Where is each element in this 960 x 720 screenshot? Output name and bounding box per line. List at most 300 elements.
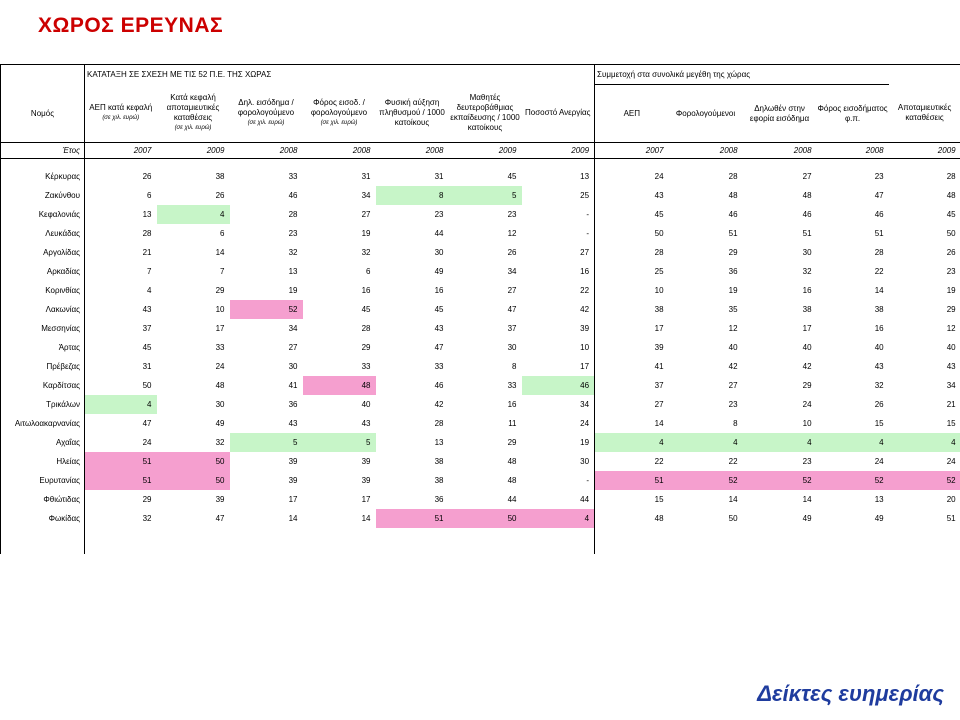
value-cell: 17	[580, 362, 590, 371]
value-cell: 6	[366, 267, 371, 276]
value-cell: 14	[215, 248, 225, 257]
table-row	[1, 262, 960, 281]
value-cell: 4	[669, 433, 743, 452]
value-cell: 31	[434, 172, 444, 181]
table-row	[1, 300, 960, 319]
value-cell: 32	[288, 248, 298, 257]
value-cell: 24	[595, 167, 669, 186]
welfare-indicators-table	[0, 64, 960, 554]
value-cell: 4	[522, 509, 595, 528]
value-cell: 48	[946, 191, 956, 200]
value-cell: 16	[434, 286, 444, 295]
value-cell: 51	[376, 509, 449, 528]
value-cell: 17	[802, 324, 812, 333]
value-cell: 4	[817, 433, 889, 452]
value-cell: 40	[728, 343, 738, 352]
column-header	[376, 85, 449, 143]
value-cell: 50	[946, 229, 956, 238]
prefecture-name: Μεσσηνίας	[1, 319, 85, 338]
year-cell: 2008	[303, 143, 376, 159]
value-cell: 5	[449, 186, 522, 205]
value-cell: 15	[595, 490, 669, 509]
value-cell: 23	[874, 172, 884, 181]
value-cell: 19	[288, 286, 298, 295]
value-cell: 34	[507, 267, 517, 276]
value-cell: 37	[595, 376, 669, 395]
value-cell: 19	[580, 438, 590, 447]
value-cell: 51	[85, 452, 157, 471]
prefecture-name: Φωκίδας	[1, 509, 85, 528]
table-row	[1, 490, 960, 509]
value-cell: 14	[802, 495, 812, 504]
value-cell: 25	[580, 191, 590, 200]
value-cell: 13	[288, 267, 298, 276]
value-cell: 13	[580, 172, 590, 181]
value-cell: 45	[595, 205, 669, 224]
value-cell: 5	[230, 433, 303, 452]
table-row	[1, 433, 960, 452]
value-cell: 47	[507, 305, 517, 314]
value-cell: 28	[142, 229, 152, 238]
prefecture-name: Λακωνίας	[1, 300, 85, 319]
year-cell: 2008	[230, 143, 303, 159]
value-cell: 12	[507, 229, 517, 238]
year-cell: 2007	[595, 143, 669, 159]
value-cell: 19	[728, 286, 738, 295]
column-header-unit: (σε χιλ. ευρώ)	[174, 125, 212, 132]
value-cell: 24	[580, 419, 590, 428]
value-cell: 24	[215, 362, 225, 371]
table-row	[1, 281, 960, 300]
column-header-label: Φόρος εισοδ. / φορολογούμενο	[310, 98, 368, 118]
footer-title: Δείκτες ευημερίας	[757, 681, 944, 706]
value-cell: 41	[595, 357, 669, 376]
value-cell: 49	[802, 514, 812, 523]
value-cell: 42	[728, 362, 738, 371]
value-cell: 29	[142, 495, 152, 504]
value-cell: 51	[946, 514, 956, 523]
value-cell: 4	[889, 433, 960, 452]
value-cell: 10	[580, 343, 590, 352]
table-row	[1, 186, 960, 205]
value-cell: 29	[507, 438, 517, 447]
value-cell: 39	[288, 457, 298, 466]
column-header-label: ΑΕΠ	[623, 108, 641, 118]
column-header-label: ΑΕΠ κατά κεφαλή	[89, 103, 153, 113]
value-cell: 40	[361, 400, 371, 409]
value-cell: 44	[434, 229, 444, 238]
gap-row	[1, 159, 960, 168]
value-cell: 8	[733, 419, 738, 428]
year-label: Έτος	[1, 143, 85, 159]
prefecture-name: Κεφαλονιάς	[1, 205, 85, 224]
value-cell: 48	[215, 381, 225, 390]
value-cell: 16	[507, 400, 517, 409]
value-cell: 46	[874, 210, 884, 219]
value-cell: 34	[361, 191, 371, 200]
prefecture-name: Κορινθίας	[1, 281, 85, 300]
value-cell: 43	[288, 419, 298, 428]
value-cell: 46	[288, 191, 298, 200]
value-cell: 45	[946, 210, 956, 219]
year-cell: 2009	[157, 143, 230, 159]
value-cell: 27	[580, 248, 590, 257]
value-cell: 23	[507, 210, 517, 219]
value-cell: 28	[946, 172, 956, 181]
value-cell: 34	[580, 400, 590, 409]
table-row	[1, 414, 960, 433]
value-cell: 39	[580, 324, 590, 333]
value-cell: 46	[434, 381, 444, 390]
prefecture-name: Αργολίδας	[1, 243, 85, 262]
column-header-label: Κατά κεφαλή αποταμιευτικές καταθέσεις	[166, 93, 220, 123]
value-cell: 36	[288, 400, 298, 409]
value-cell: 22	[580, 286, 590, 295]
column-header	[669, 85, 743, 143]
value-cell: 4	[157, 205, 230, 224]
column-header	[157, 85, 230, 143]
value-cell: 42	[802, 362, 812, 371]
value-cell: 12	[946, 324, 956, 333]
value-cell: 11	[508, 419, 517, 428]
value-cell: 32	[142, 514, 152, 523]
value-cell: 14	[361, 514, 371, 523]
column-header	[303, 85, 376, 143]
value-cell: -	[586, 229, 590, 238]
value-cell: 39	[215, 495, 225, 504]
value-cell: 50	[157, 452, 230, 471]
group-header-row	[1, 65, 960, 85]
value-cell: 48	[507, 476, 517, 485]
value-cell: 38	[215, 172, 225, 181]
value-cell: 39	[595, 338, 669, 357]
value-cell: 40	[874, 343, 884, 352]
value-cell: 27	[802, 172, 812, 181]
value-cell: 26	[142, 172, 152, 181]
value-cell: 23	[728, 400, 738, 409]
year-cell: 2009	[889, 143, 960, 159]
value-cell: 43	[946, 362, 956, 371]
column-header	[230, 85, 303, 143]
value-cell: 49	[215, 419, 225, 428]
value-cell: 14	[288, 514, 298, 523]
value-cell: 7	[147, 267, 152, 276]
column-header-unit: (σε χιλ. ευρώ)	[102, 115, 140, 122]
year-cell: 2009	[449, 143, 522, 159]
value-cell: 17	[215, 324, 225, 333]
value-cell: 32	[361, 248, 371, 257]
prefecture-name: Αχαΐας	[1, 433, 85, 452]
value-cell: 38	[434, 457, 444, 466]
value-cell: 52	[817, 471, 889, 490]
value-cell: 42	[434, 400, 444, 409]
table-row	[1, 509, 960, 528]
value-cell: 23	[946, 267, 956, 276]
value-cell: 43	[874, 362, 884, 371]
value-cell: 24	[946, 457, 956, 466]
value-cell: 42	[580, 305, 590, 314]
value-cell: 25	[595, 262, 669, 281]
value-cell: 29	[215, 286, 225, 295]
column-header-row	[1, 85, 960, 143]
value-cell: 19	[361, 229, 371, 238]
value-cell: 8	[376, 186, 449, 205]
value-cell: 33	[507, 381, 517, 390]
value-cell: 47	[874, 191, 884, 200]
value-cell: 31	[361, 172, 371, 181]
value-cell: 14	[728, 495, 738, 504]
value-cell: 52	[743, 471, 817, 490]
value-cell: 45	[434, 305, 444, 314]
value-cell: 26	[946, 248, 956, 257]
value-cell: 16	[580, 267, 590, 276]
year-cell: 2008	[669, 143, 743, 159]
value-cell: 14	[874, 286, 884, 295]
value-cell: 38	[802, 305, 812, 314]
value-cell: 41	[288, 381, 298, 390]
table-row	[1, 224, 960, 243]
value-cell: 50	[449, 509, 522, 528]
value-cell: 7	[220, 267, 225, 276]
value-cell: 22	[728, 457, 738, 466]
column-header-label: Φυσική αύξηση πληθυσμού / 1000 κατοίκους	[379, 98, 445, 128]
value-cell: 52	[669, 471, 743, 490]
value-cell: 45	[507, 172, 517, 181]
value-cell: 12	[728, 324, 738, 333]
value-cell: 27	[507, 286, 517, 295]
column-header	[743, 85, 817, 143]
value-cell: 29	[802, 381, 812, 390]
year-row	[1, 143, 960, 159]
value-cell: 6	[147, 191, 152, 200]
year-cell: 2008	[376, 143, 449, 159]
value-cell: 21	[946, 400, 956, 409]
year-cell: 2008	[817, 143, 889, 159]
value-cell: 10	[802, 419, 812, 428]
prefecture-name: Αρκαδίας	[1, 262, 85, 281]
value-cell: 26	[215, 191, 225, 200]
value-cell: 36	[434, 495, 444, 504]
value-cell: 51	[802, 229, 812, 238]
value-cell: 48	[728, 191, 738, 200]
value-cell: 49	[434, 267, 444, 276]
table-row	[1, 376, 960, 395]
value-cell: 36	[728, 267, 738, 276]
column-header-label: Ποσοστό Ανεργίας	[525, 108, 591, 118]
value-cell: 46	[802, 210, 812, 219]
value-cell: 34	[288, 324, 298, 333]
value-cell: 30	[215, 400, 225, 409]
value-cell: 39	[288, 476, 298, 485]
value-cell: 24	[802, 400, 812, 409]
prefecture-name: Φθιώτιδας	[1, 490, 85, 509]
value-cell: 44	[580, 495, 590, 504]
value-cell: -	[586, 476, 590, 485]
value-cell: 27	[288, 343, 298, 352]
value-cell: 16	[361, 286, 371, 295]
value-cell: 6	[220, 229, 225, 238]
value-cell: 28	[434, 419, 444, 428]
value-cell: 30	[434, 248, 444, 257]
prefecture-name: Τρικάλων	[1, 395, 85, 414]
value-cell: 26	[507, 248, 517, 257]
value-cell: 43	[142, 305, 152, 314]
column-header-label: Δηλωθέν στην εφορία εισόδημα	[749, 103, 810, 123]
value-cell: 27	[595, 395, 669, 414]
value-cell: 32	[802, 267, 812, 276]
value-cell: 20	[946, 495, 956, 504]
value-cell: 33	[434, 362, 444, 371]
value-cell: 44	[507, 495, 517, 504]
value-cell: 21	[142, 248, 152, 257]
column-header-label: Φόρος εισοδήματος φ.π.	[817, 103, 888, 123]
prefecture-name: Λευκάδας	[1, 224, 85, 243]
value-cell: 48	[802, 191, 812, 200]
value-cell: 48	[303, 376, 376, 395]
column-header	[85, 85, 157, 143]
value-cell: 17	[595, 319, 669, 338]
value-cell: 48	[595, 509, 669, 528]
value-cell: 13	[142, 210, 152, 219]
value-cell: 13	[874, 495, 884, 504]
column-header-unit: (σε χιλ. ευρώ)	[247, 120, 285, 127]
prefecture-name: Αιτωλοακαρνανίας	[1, 414, 85, 433]
table-row	[1, 205, 960, 224]
value-cell: 10	[595, 281, 669, 300]
value-cell: 33	[288, 172, 298, 181]
nomos-header: Νομός	[1, 85, 85, 143]
value-cell: 51	[595, 471, 669, 490]
value-cell: 47	[215, 514, 225, 523]
value-cell: 4	[85, 395, 157, 414]
value-cell: 4	[743, 433, 817, 452]
prefecture-name: Ηλείας	[1, 452, 85, 471]
value-cell: 47	[142, 419, 152, 428]
value-cell: 27	[728, 381, 738, 390]
corner-cell	[1, 65, 85, 85]
value-cell: 15	[874, 419, 884, 428]
value-cell: 16	[874, 324, 884, 333]
column-header-unit: (σε χιλ. ευρώ)	[320, 120, 358, 127]
value-cell: 50	[595, 224, 669, 243]
value-cell: 33	[215, 343, 225, 352]
value-cell: 17	[361, 495, 371, 504]
value-cell: 52	[230, 300, 303, 319]
prefecture-name: Πρέβεζας	[1, 357, 85, 376]
value-cell: 26	[874, 400, 884, 409]
prefecture-name: Ευρυτανίας	[1, 471, 85, 490]
value-cell: 17	[288, 495, 298, 504]
value-cell: 40	[946, 343, 956, 352]
value-cell: 37	[507, 324, 517, 333]
group-label-ranking: ΚΑΤΑΤΑΞΗ ΣΕ ΣΧΕΣΗ ΜΕ ΤΙΣ 52 Π.Ε. ΤΗΣ ΧΩΡΑΣ	[85, 65, 595, 85]
year-cell: 2007	[85, 143, 157, 159]
prefecture-name: Άρτας	[1, 338, 85, 357]
value-cell: 50	[142, 381, 152, 390]
table-row	[1, 167, 960, 186]
value-cell: 23	[288, 229, 298, 238]
value-cell: 30	[802, 248, 812, 257]
table-row	[1, 357, 960, 376]
prefecture-name: Κέρκυρας	[1, 167, 85, 186]
table-row	[1, 395, 960, 414]
column-header-label: Μαθητές δευτεροβάθμιας εκπαίδευσης / 1000 κατοίκους	[450, 93, 520, 133]
value-cell: 48	[507, 457, 517, 466]
value-cell: 23	[802, 457, 812, 466]
value-cell: 43	[361, 419, 371, 428]
value-cell: 35	[728, 305, 738, 314]
value-cell: 23	[434, 210, 444, 219]
value-cell: 51	[85, 471, 157, 490]
value-cell: 38	[874, 305, 884, 314]
value-cell: 50	[728, 514, 738, 523]
value-cell: 38	[434, 476, 444, 485]
table-body	[1, 65, 960, 555]
value-cell: 45	[361, 305, 371, 314]
value-cell: 24	[874, 457, 884, 466]
end-row	[1, 528, 960, 554]
year-cell: 2009	[522, 143, 595, 159]
value-cell: 32	[874, 381, 884, 390]
value-cell: -	[586, 210, 590, 219]
value-cell: 43	[595, 186, 669, 205]
value-cell: 47	[434, 343, 444, 352]
value-cell: 16	[802, 286, 812, 295]
value-cell: 46	[522, 376, 595, 395]
value-cell: 10	[215, 305, 225, 314]
value-cell: 45	[142, 343, 152, 352]
value-cell: 13	[434, 438, 444, 447]
table-row	[1, 452, 960, 471]
value-cell: 29	[946, 305, 956, 314]
value-cell: 28	[595, 243, 669, 262]
table-row	[1, 471, 960, 490]
column-header-label: Δηλ. εισόδημα / φορολογούμενο	[237, 98, 295, 118]
value-cell: 32	[215, 438, 225, 447]
value-cell: 30	[507, 343, 517, 352]
value-cell: 31	[142, 362, 152, 371]
value-cell: 28	[361, 324, 371, 333]
column-header-label: Αποταμιευτικές καταθέσεις	[897, 103, 952, 123]
value-cell: 43	[434, 324, 444, 333]
value-cell: 30	[580, 457, 590, 466]
group-label-share: Συμμετοχή στα συνολικά μεγέθη της χώρας	[595, 65, 889, 85]
value-cell: 29	[728, 248, 738, 257]
value-cell: 33	[361, 362, 371, 371]
column-header	[889, 85, 960, 143]
table-row	[1, 319, 960, 338]
year-cell: 2008	[743, 143, 817, 159]
value-cell: 30	[288, 362, 298, 371]
prefecture-name: Καρδίτσας	[1, 376, 85, 395]
value-cell: 19	[946, 286, 956, 295]
value-cell: 28	[288, 210, 298, 219]
group-filler-cell	[889, 65, 960, 85]
value-cell: 28	[728, 172, 738, 181]
column-header	[817, 85, 889, 143]
table-row	[1, 338, 960, 357]
value-cell: 38	[595, 300, 669, 319]
table-row	[1, 243, 960, 262]
value-cell: 50	[157, 471, 230, 490]
page-title: ΧΩΡΟΣ ΕΡΕΥΝΑΣ	[38, 14, 224, 37]
value-cell: 29	[361, 343, 371, 352]
column-header-label: Φορολογούμενοι	[675, 108, 736, 118]
value-cell: 14	[595, 414, 669, 433]
value-cell: 28	[874, 248, 884, 257]
value-cell: 5	[303, 433, 376, 452]
value-cell: 22	[874, 267, 884, 276]
